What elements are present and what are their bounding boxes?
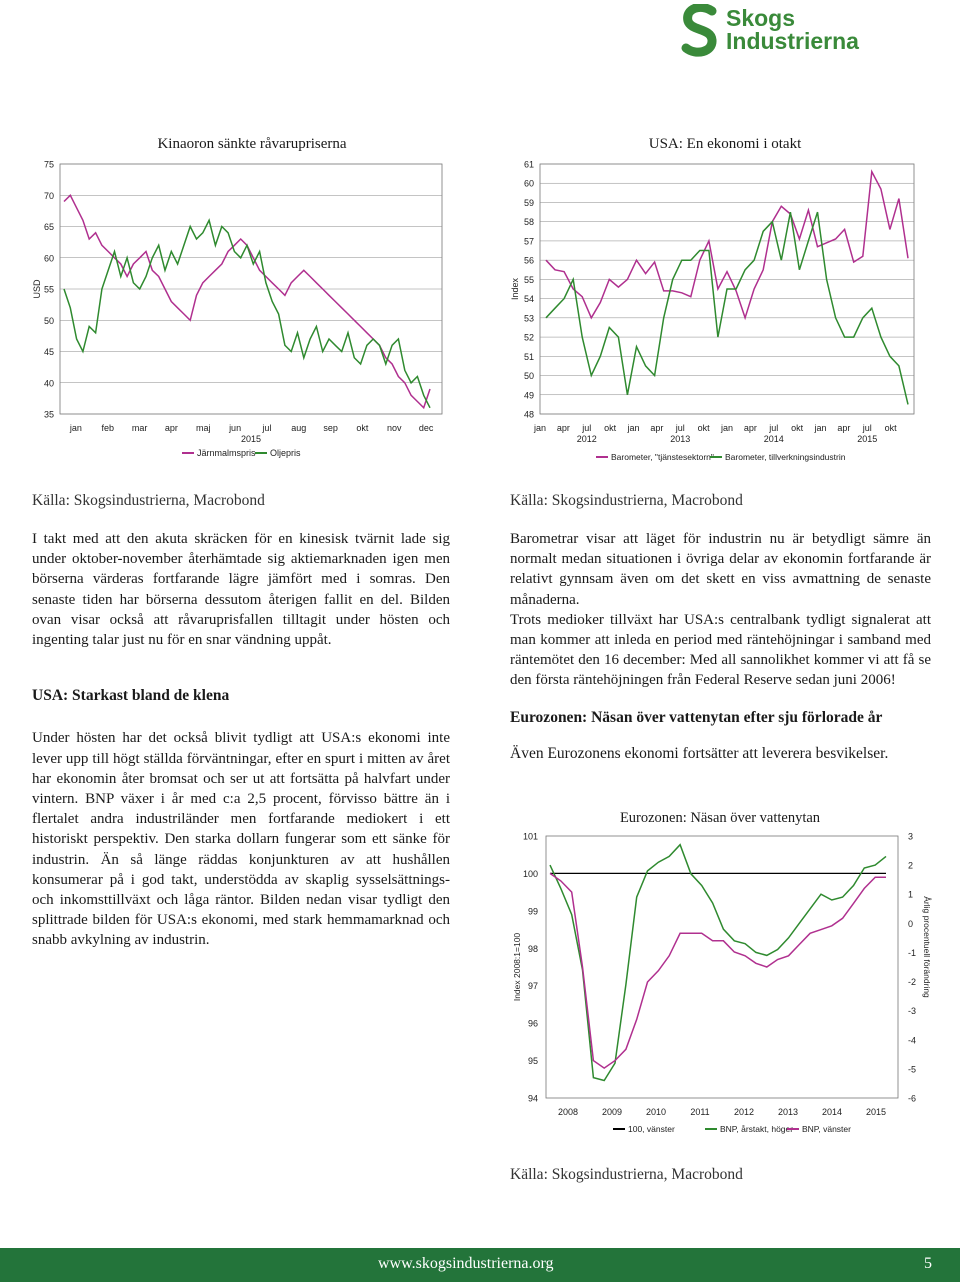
x-tick-5: apr [650, 423, 664, 433]
y-tick-60: 60 [523, 178, 534, 189]
left-heading: USA: Starkast bland de klena [32, 687, 230, 705]
x-tick-0: jan [533, 423, 547, 433]
left-column [32, 529, 450, 951]
x-tick-10: nov [386, 423, 402, 433]
y2-tick--3: -3 [908, 1006, 917, 1017]
right-paragraph-2: Trots medioker tillväxt har USA:s centralbank tydligt signalerat att man kommer att inleda en period med räntehöjningar i samband med räntemötet den 16 december: Med all sannolikhet kommer vi att få se den första räntehöjningen från Federal Reserve sedan juni 2006! [510, 611, 931, 689]
chart1-source: Källa: Skogsindustrierna, Macrobond [32, 492, 265, 509]
x-tick-6: jul [262, 423, 272, 433]
legend-label-0: Järnmalmspris [197, 448, 256, 458]
year-label: 2015 [240, 434, 262, 444]
y2-tick-1: 1 [908, 889, 914, 900]
y-tick-70: 70 [43, 190, 54, 201]
x-tick-11: dec [418, 423, 434, 433]
x-tick-1: 2009 [601, 1107, 623, 1117]
usa-barometer-chart [470, 150, 930, 470]
y-tick-57: 57 [523, 236, 534, 247]
year-label-1: 2013 [670, 434, 691, 444]
x-tick-1: apr [556, 423, 570, 433]
y2-tick-0: 0 [908, 918, 914, 929]
y-tick-52: 52 [523, 332, 534, 343]
series-line-1 [550, 845, 886, 1081]
x-tick-2: 2010 [645, 1107, 667, 1117]
legend-label-1: BNP, årstakt, höger [720, 1124, 794, 1134]
year-label-0: 2012 [576, 434, 597, 444]
y-tick-96: 96 [527, 1018, 538, 1029]
y2-tick--2: -2 [908, 977, 917, 988]
y2-tick--5: -5 [908, 1064, 917, 1075]
x-tick-2: mar [131, 423, 148, 433]
y-tick-75: 75 [43, 159, 54, 170]
y-tick-99: 99 [527, 906, 538, 917]
y2-tick-3: 3 [908, 831, 914, 842]
x-tick-2: jul [582, 423, 592, 433]
chart2-title: USA: En ekonomi i otakt [648, 136, 802, 152]
footer-url[interactable]: www.skogsindustrierna.org [378, 1255, 554, 1272]
y-tick-53: 53 [523, 313, 534, 324]
y-tick-97: 97 [527, 981, 538, 992]
y2-tick--1: -1 [908, 947, 917, 958]
x-tick-4: 2012 [733, 1107, 755, 1117]
y-tick-40: 40 [43, 378, 54, 389]
right-paragraph-3: Även Eurozonens ekonomi fortsätter att leverera besvikelser. [510, 744, 889, 762]
x-tick-0: jan [69, 423, 82, 433]
y2-axis-label: Årlig procentuell förändring [922, 896, 932, 998]
y-tick-58: 58 [523, 217, 534, 228]
chart1-title: Kinaoron sänkte råvarupriserna [157, 136, 347, 152]
y-tick-35: 35 [43, 409, 54, 420]
y-tick-55: 55 [523, 274, 534, 285]
y-tick-61: 61 [523, 159, 534, 170]
y-tick-55: 55 [43, 284, 54, 295]
y-tick-50: 50 [523, 371, 534, 382]
y-tick-56: 56 [523, 255, 534, 266]
x-tick-3: okt [604, 423, 617, 433]
right-column [510, 529, 931, 764]
logo-line1: Skogs [726, 5, 796, 31]
x-tick-14: jul [862, 423, 872, 433]
year-label-2: 2014 [763, 434, 784, 444]
x-tick-5: jun [229, 423, 242, 433]
x-tick-3: apr [164, 423, 178, 433]
x-tick-4: jan [627, 423, 640, 433]
x-tick-13: apr [837, 423, 851, 433]
x-tick-8: sep [323, 423, 338, 433]
right-heading: Eurozonen: Näsan över vattenytan efter sju förlorade år [510, 708, 883, 726]
chart3-source: Källa: Skogsindustrierna, Macrobond [510, 1166, 743, 1183]
x-tick-8: jan [720, 423, 734, 433]
y-tick-45: 45 [43, 347, 54, 357]
year-label-3: 2015 [857, 434, 878, 444]
y2-tick-2: 2 [908, 860, 914, 871]
chart3-title: Eurozonen: Näsan över vattenytan [619, 810, 821, 826]
x-tick-6: jul [675, 423, 685, 433]
y-tick-101: 101 [522, 831, 538, 842]
legend-label-1: Barometer, tillverkningsindustrin [725, 452, 846, 462]
x-tick-4: maj [195, 423, 211, 433]
series-line-0 [64, 195, 430, 407]
y-tick-100: 100 [522, 868, 538, 879]
x-tick-10: jul [769, 423, 779, 433]
y-axis-label: USD [32, 279, 42, 299]
logo-line2: Industrierna [726, 28, 859, 54]
y-tick-65: 65 [43, 222, 54, 232]
y-tick-60: 60 [43, 253, 54, 264]
y-tick-50: 50 [43, 315, 54, 326]
legend-label-1: Oljepris [270, 448, 301, 458]
y-tick-95: 95 [527, 1056, 538, 1067]
right-paragraph-1: Barometrar visar att läget för industrin nu är betydligt sämre än normalt medan situationen i övriga delar av ekonomin fortfarande är relativt gynnsam även om det skett en viss avmattning de senaste månaderna. [510, 531, 931, 608]
plot-frame [546, 836, 898, 1098]
y-tick-51: 51 [523, 351, 534, 362]
x-tick-7: aug [291, 423, 307, 433]
page-number: 5 [924, 1255, 932, 1272]
y-tick-48: 48 [523, 409, 534, 420]
x-tick-12: jan [814, 423, 827, 433]
y-tick-98: 98 [527, 943, 538, 954]
y-tick-59: 59 [523, 197, 534, 208]
y-tick-94: 94 [527, 1093, 538, 1104]
x-tick-7: 2015 [865, 1107, 887, 1117]
legend-label-2: BNP, vänster [802, 1124, 851, 1134]
x-tick-1: feb [101, 423, 115, 433]
eurozone-gdp-chart [500, 822, 940, 1142]
series-line-1 [64, 220, 430, 407]
legend-label-0: Barometer, "tjänstesektorn" [611, 452, 714, 462]
logo [676, 2, 886, 58]
raw-materials-chart [0, 150, 470, 470]
x-tick-15: okt [884, 423, 897, 433]
x-tick-9: apr [743, 423, 757, 433]
legend-label-0: 100, vänster [628, 1124, 675, 1134]
x-tick-6: 2014 [821, 1107, 843, 1117]
y-axis-label: Index [510, 277, 520, 301]
chart2-source: Källa: Skogsindustrierna, Macrobond [510, 492, 743, 509]
y-tick-49: 49 [523, 390, 534, 401]
x-tick-0: 2008 [557, 1107, 579, 1117]
left-paragraph-2: Under hösten har det också blivit tydligt att USA:s ekonomi inte lever upp till högt ställda förväntningar, efter en spurt i mitten av året har ekonomin åter bromsat och ser ut att fortsätta på halvfart under vintern. BNP växer i år med c:a 2,5 procent, förvisso bättre än i flertalet andra industriländer men fortfarande mediokert i ett historiskt perspektiv. Den starka dollarn fungerar som ett sänke för industrin. Än så länge räddas konjunkturen av att hushållen konsumerar på i god takt, understödda av skaplig sysselsättnings- och inkomsttillväxt och låga räntor. Bilden nedan visar tydligt den splittrade bilden för USA:s ekonomi, med stark hemmamarknad och snabb avkylning av industrin. [32, 730, 450, 949]
x-tick-11: okt [791, 423, 804, 433]
series-line-0 [546, 172, 908, 318]
footer-bar [0, 1248, 960, 1282]
y-axis-label: Index 2008:1=100 [512, 932, 522, 1002]
x-tick-7: okt [697, 423, 710, 433]
left-paragraph-1: I takt med att den akuta skräcken för en kinesisk tvärnit lade sig under oktober-november återhämtade sig aktiemarknaden igen men börserna värderas fortfarande lägre jämfört med i somras. Den senaste tiden har börserna dessutom återigen fallit en del. Bilden ovan visar också att råvaruprisfallen tilltagit under hösten och ingenting talar just nu för en snar vändning uppåt. [32, 531, 450, 649]
series-line-2 [550, 873, 886, 1068]
y-tick-54: 54 [523, 294, 534, 305]
logo-mark-icon [680, 4, 720, 58]
x-tick-5: 2013 [777, 1107, 799, 1117]
x-tick-3: 2011 [690, 1107, 710, 1117]
y2-tick--4: -4 [908, 1035, 917, 1046]
x-tick-9: okt [356, 423, 369, 433]
y2-tick--6: -6 [908, 1093, 917, 1104]
